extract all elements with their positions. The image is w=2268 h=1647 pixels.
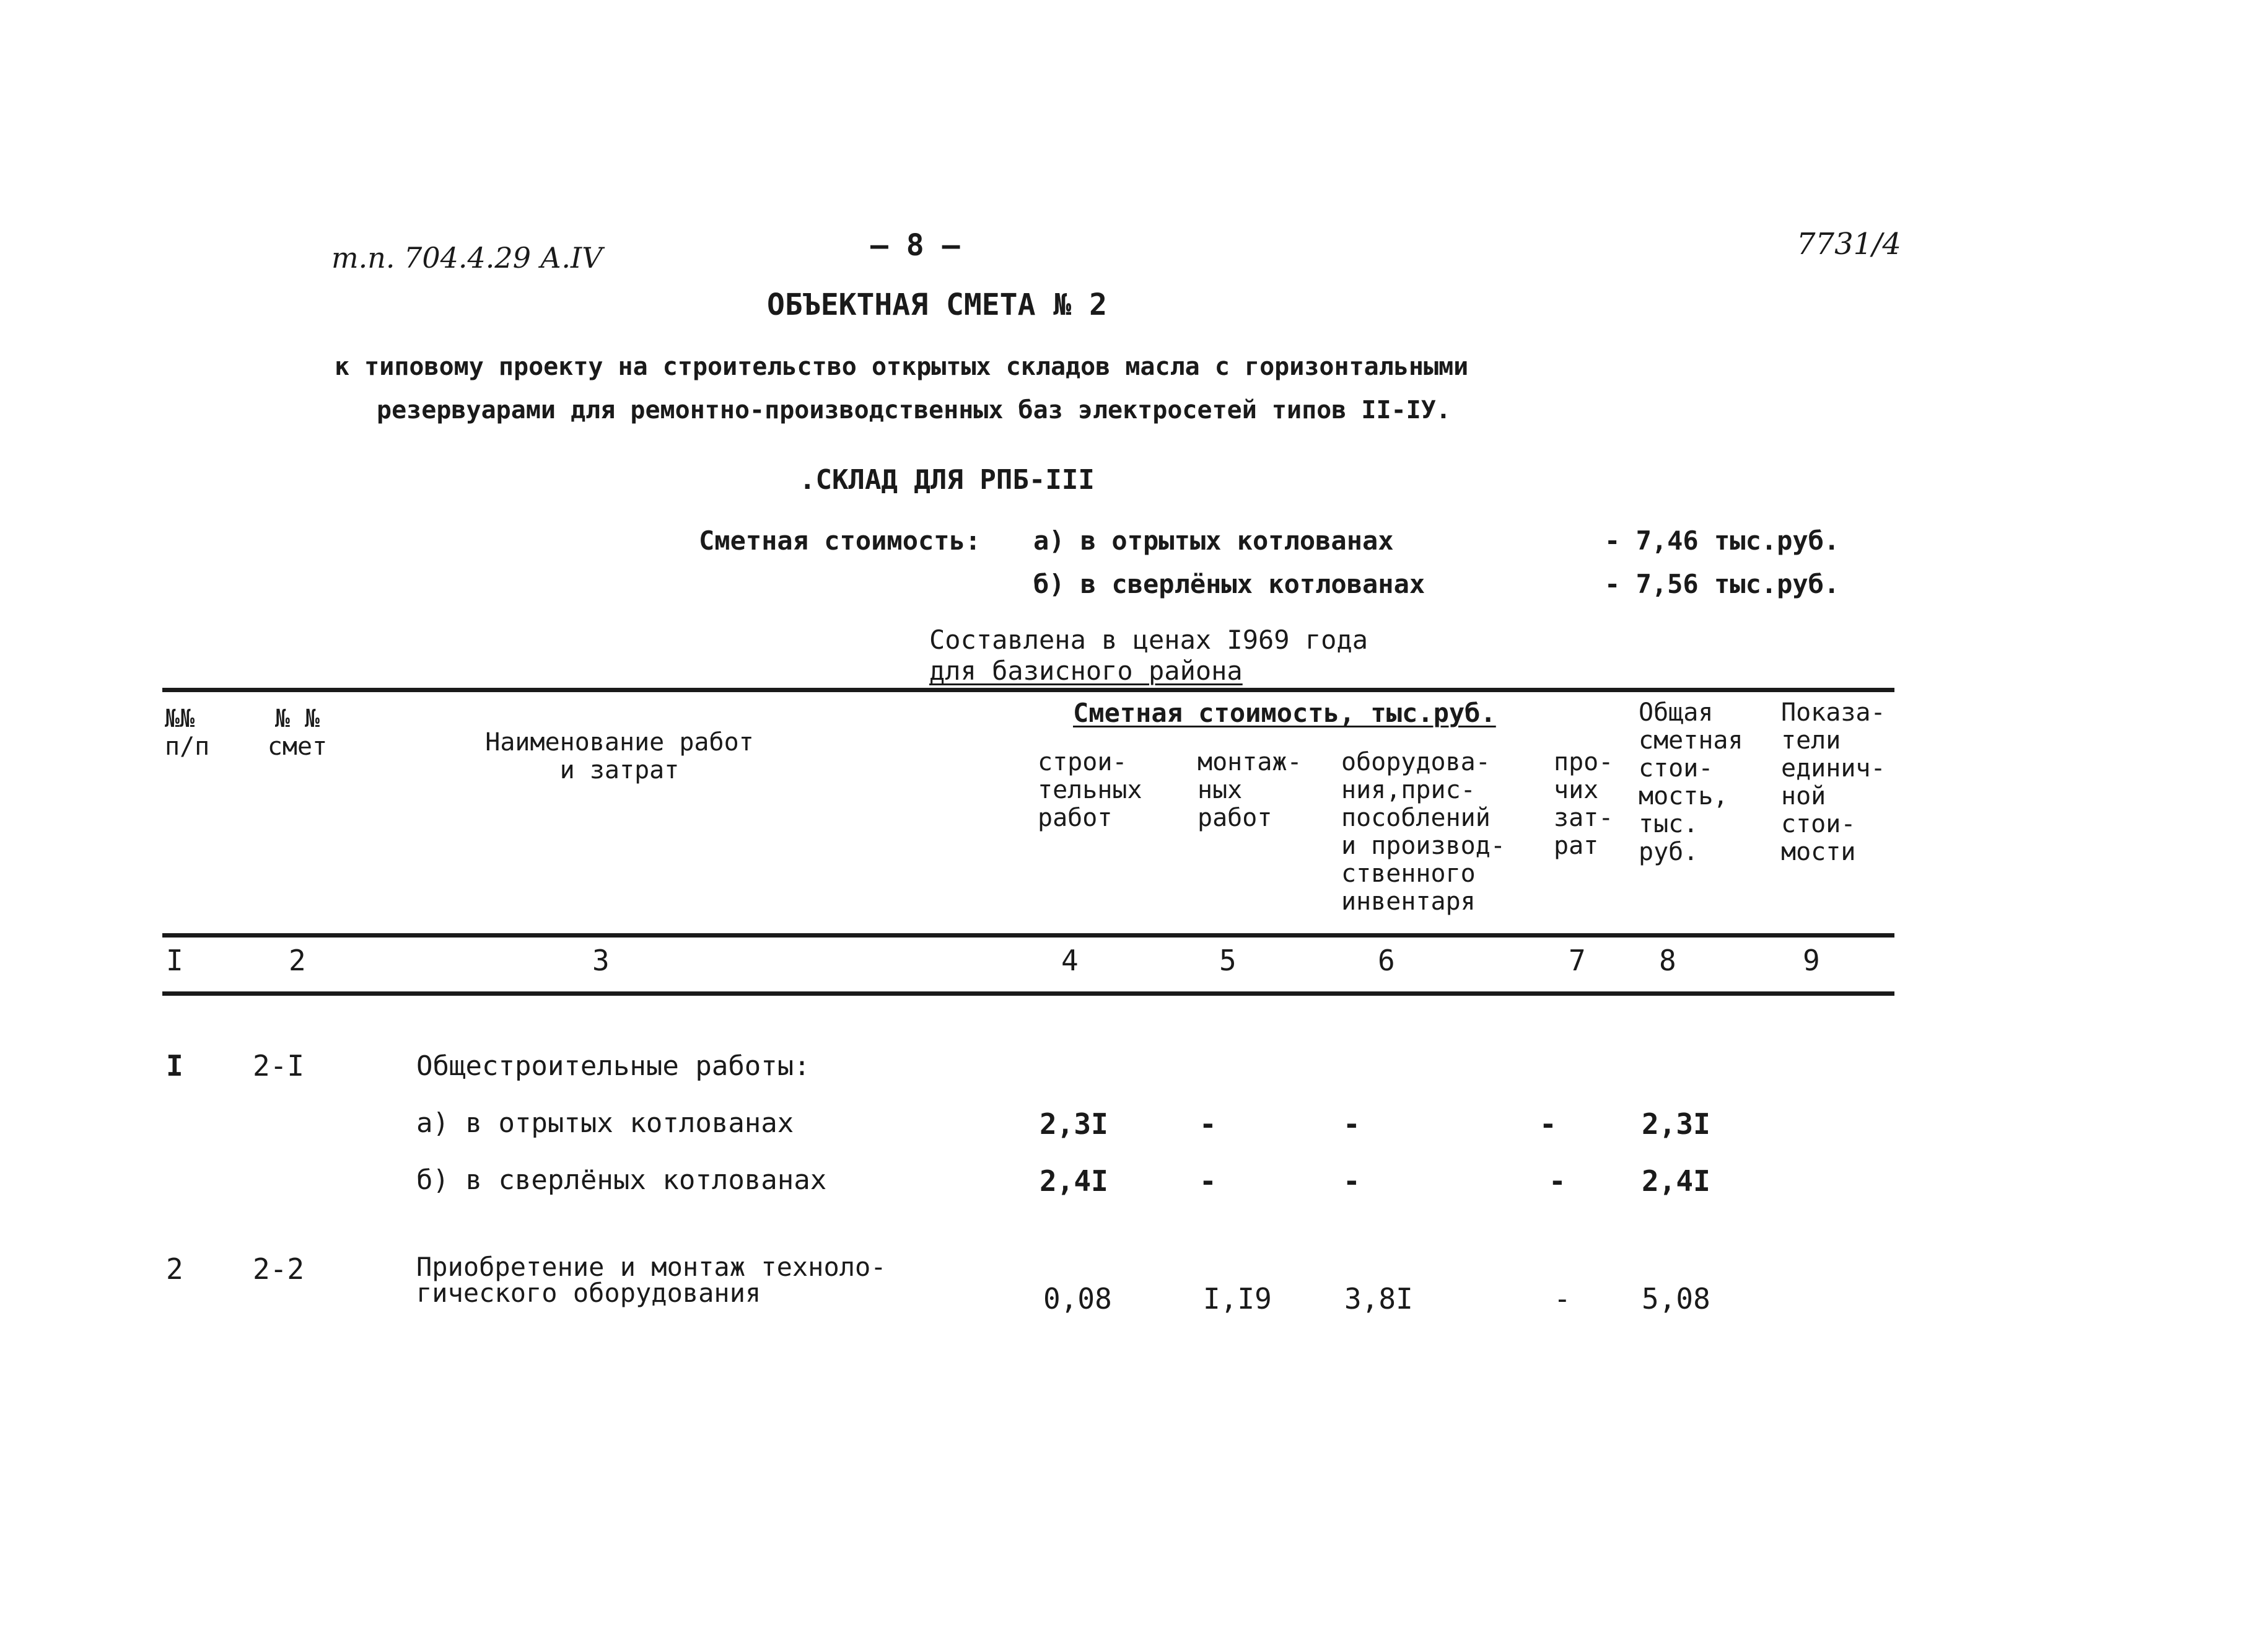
title-description-line2: резервуарами для ремонтно-производственных баз электросетей типов II-IУ. bbox=[377, 396, 1451, 424]
cost-item-a: а) в отрытых котлованах bbox=[1033, 525, 1394, 556]
header-col-estimate-number: № № смет bbox=[267, 705, 328, 761]
prices-note-line2: для базисного района bbox=[929, 656, 1243, 686]
row-equipment-cost: 3,8I bbox=[1344, 1282, 1413, 1315]
col-number-6: 6 bbox=[1378, 944, 1395, 977]
row-other-cost: - bbox=[1549, 1164, 1566, 1198]
table-top-rule bbox=[162, 688, 1894, 692]
header-col-work-name: Наименование работ и затрат bbox=[485, 728, 754, 784]
title-description-line1: к типовому проекту на строительство открытых складов масла с горизонтальными bbox=[335, 353, 1469, 381]
row-estimate-number: 2-2 bbox=[253, 1252, 305, 1286]
col-number-8: 8 bbox=[1659, 944, 1676, 977]
col-number-1: I bbox=[166, 944, 183, 977]
row-work-name: а) в отрытых котлованах bbox=[416, 1107, 794, 1139]
col-number-9: 9 bbox=[1803, 944, 1820, 977]
document-title: ОБЪЕКТНАЯ СМЕТА № 2 bbox=[767, 288, 1108, 322]
row-work-name: Приобретение и монтаж техноло- гического оборудования bbox=[416, 1252, 887, 1308]
row-work-name: Общестроительные работы: bbox=[416, 1050, 810, 1082]
row-total-cost: 5,08 bbox=[1642, 1282, 1710, 1315]
row-other-cost: - bbox=[1554, 1282, 1571, 1315]
document-subtitle: .СКЛАД ДЛЯ РПБ-III bbox=[799, 464, 1095, 496]
row-total-cost: 2,3I bbox=[1642, 1107, 1710, 1141]
header-bottom-rule bbox=[162, 933, 1894, 938]
row-equipment-cost: - bbox=[1343, 1107, 1360, 1141]
cost-value-b: - 7,56 тыс.руб. bbox=[1605, 569, 1840, 599]
row-work-name: б) в сверлёных котлованах bbox=[416, 1164, 827, 1196]
cost-label: Сметная стоимость: bbox=[699, 525, 981, 556]
row-construction-cost: 2,4I bbox=[1040, 1164, 1108, 1198]
col-number-7: 7 bbox=[1569, 944, 1586, 977]
col-number-3: 3 bbox=[592, 944, 610, 977]
header-group-estimated-cost: Сметная стоимость, тыс.руб. bbox=[1073, 698, 1496, 728]
header-col-construction: строи- тельных работ bbox=[1038, 748, 1142, 832]
cost-item-b: б) в сверлёных котлованах bbox=[1033, 569, 1425, 599]
row-equipment-cost: - bbox=[1343, 1164, 1360, 1198]
header-col-total: Общая сметная стои- мость, тыс. руб. bbox=[1639, 698, 1743, 866]
row-installation-cost: I,I9 bbox=[1203, 1282, 1272, 1315]
col-number-5: 5 bbox=[1219, 944, 1237, 977]
col-number-4: 4 bbox=[1061, 944, 1079, 977]
page-number: — 8 — bbox=[870, 228, 960, 263]
row-installation-cost: - bbox=[1199, 1164, 1217, 1198]
numbers-bottom-rule bbox=[162, 991, 1894, 996]
row-installation-cost: - bbox=[1199, 1107, 1217, 1141]
row-number: 2 bbox=[166, 1252, 183, 1286]
header-col-unit-indicators: Показа- тели единич- ной стои- мости bbox=[1781, 698, 1886, 866]
header-col-installation: монтаж- ных работ bbox=[1197, 748, 1302, 832]
prices-note-line1: Составлена в ценах I969 года bbox=[929, 625, 1368, 655]
header-col-other: про- чих зат- рат bbox=[1554, 748, 1614, 860]
col-number-2: 2 bbox=[289, 944, 306, 977]
header-col-equipment: оборудова- ния,прис- пособлений и производ- ственного инвентаря bbox=[1341, 748, 1505, 916]
row-construction-cost: 0,08 bbox=[1043, 1282, 1112, 1315]
archive-code: 7731/4 bbox=[1797, 227, 1901, 261]
row-other-cost: - bbox=[1539, 1107, 1557, 1141]
cost-value-a: - 7,46 тыс.руб. bbox=[1605, 525, 1840, 556]
row-construction-cost: 2,3I bbox=[1040, 1107, 1108, 1141]
header-col-row-number: №№ п/п bbox=[165, 705, 210, 761]
row-estimate-number: 2-I bbox=[253, 1049, 305, 1083]
row-number: I bbox=[166, 1049, 183, 1083]
project-reference: т.п. 704.4.29 А.IV bbox=[331, 241, 603, 274]
row-total-cost: 2,4I bbox=[1642, 1164, 1710, 1198]
